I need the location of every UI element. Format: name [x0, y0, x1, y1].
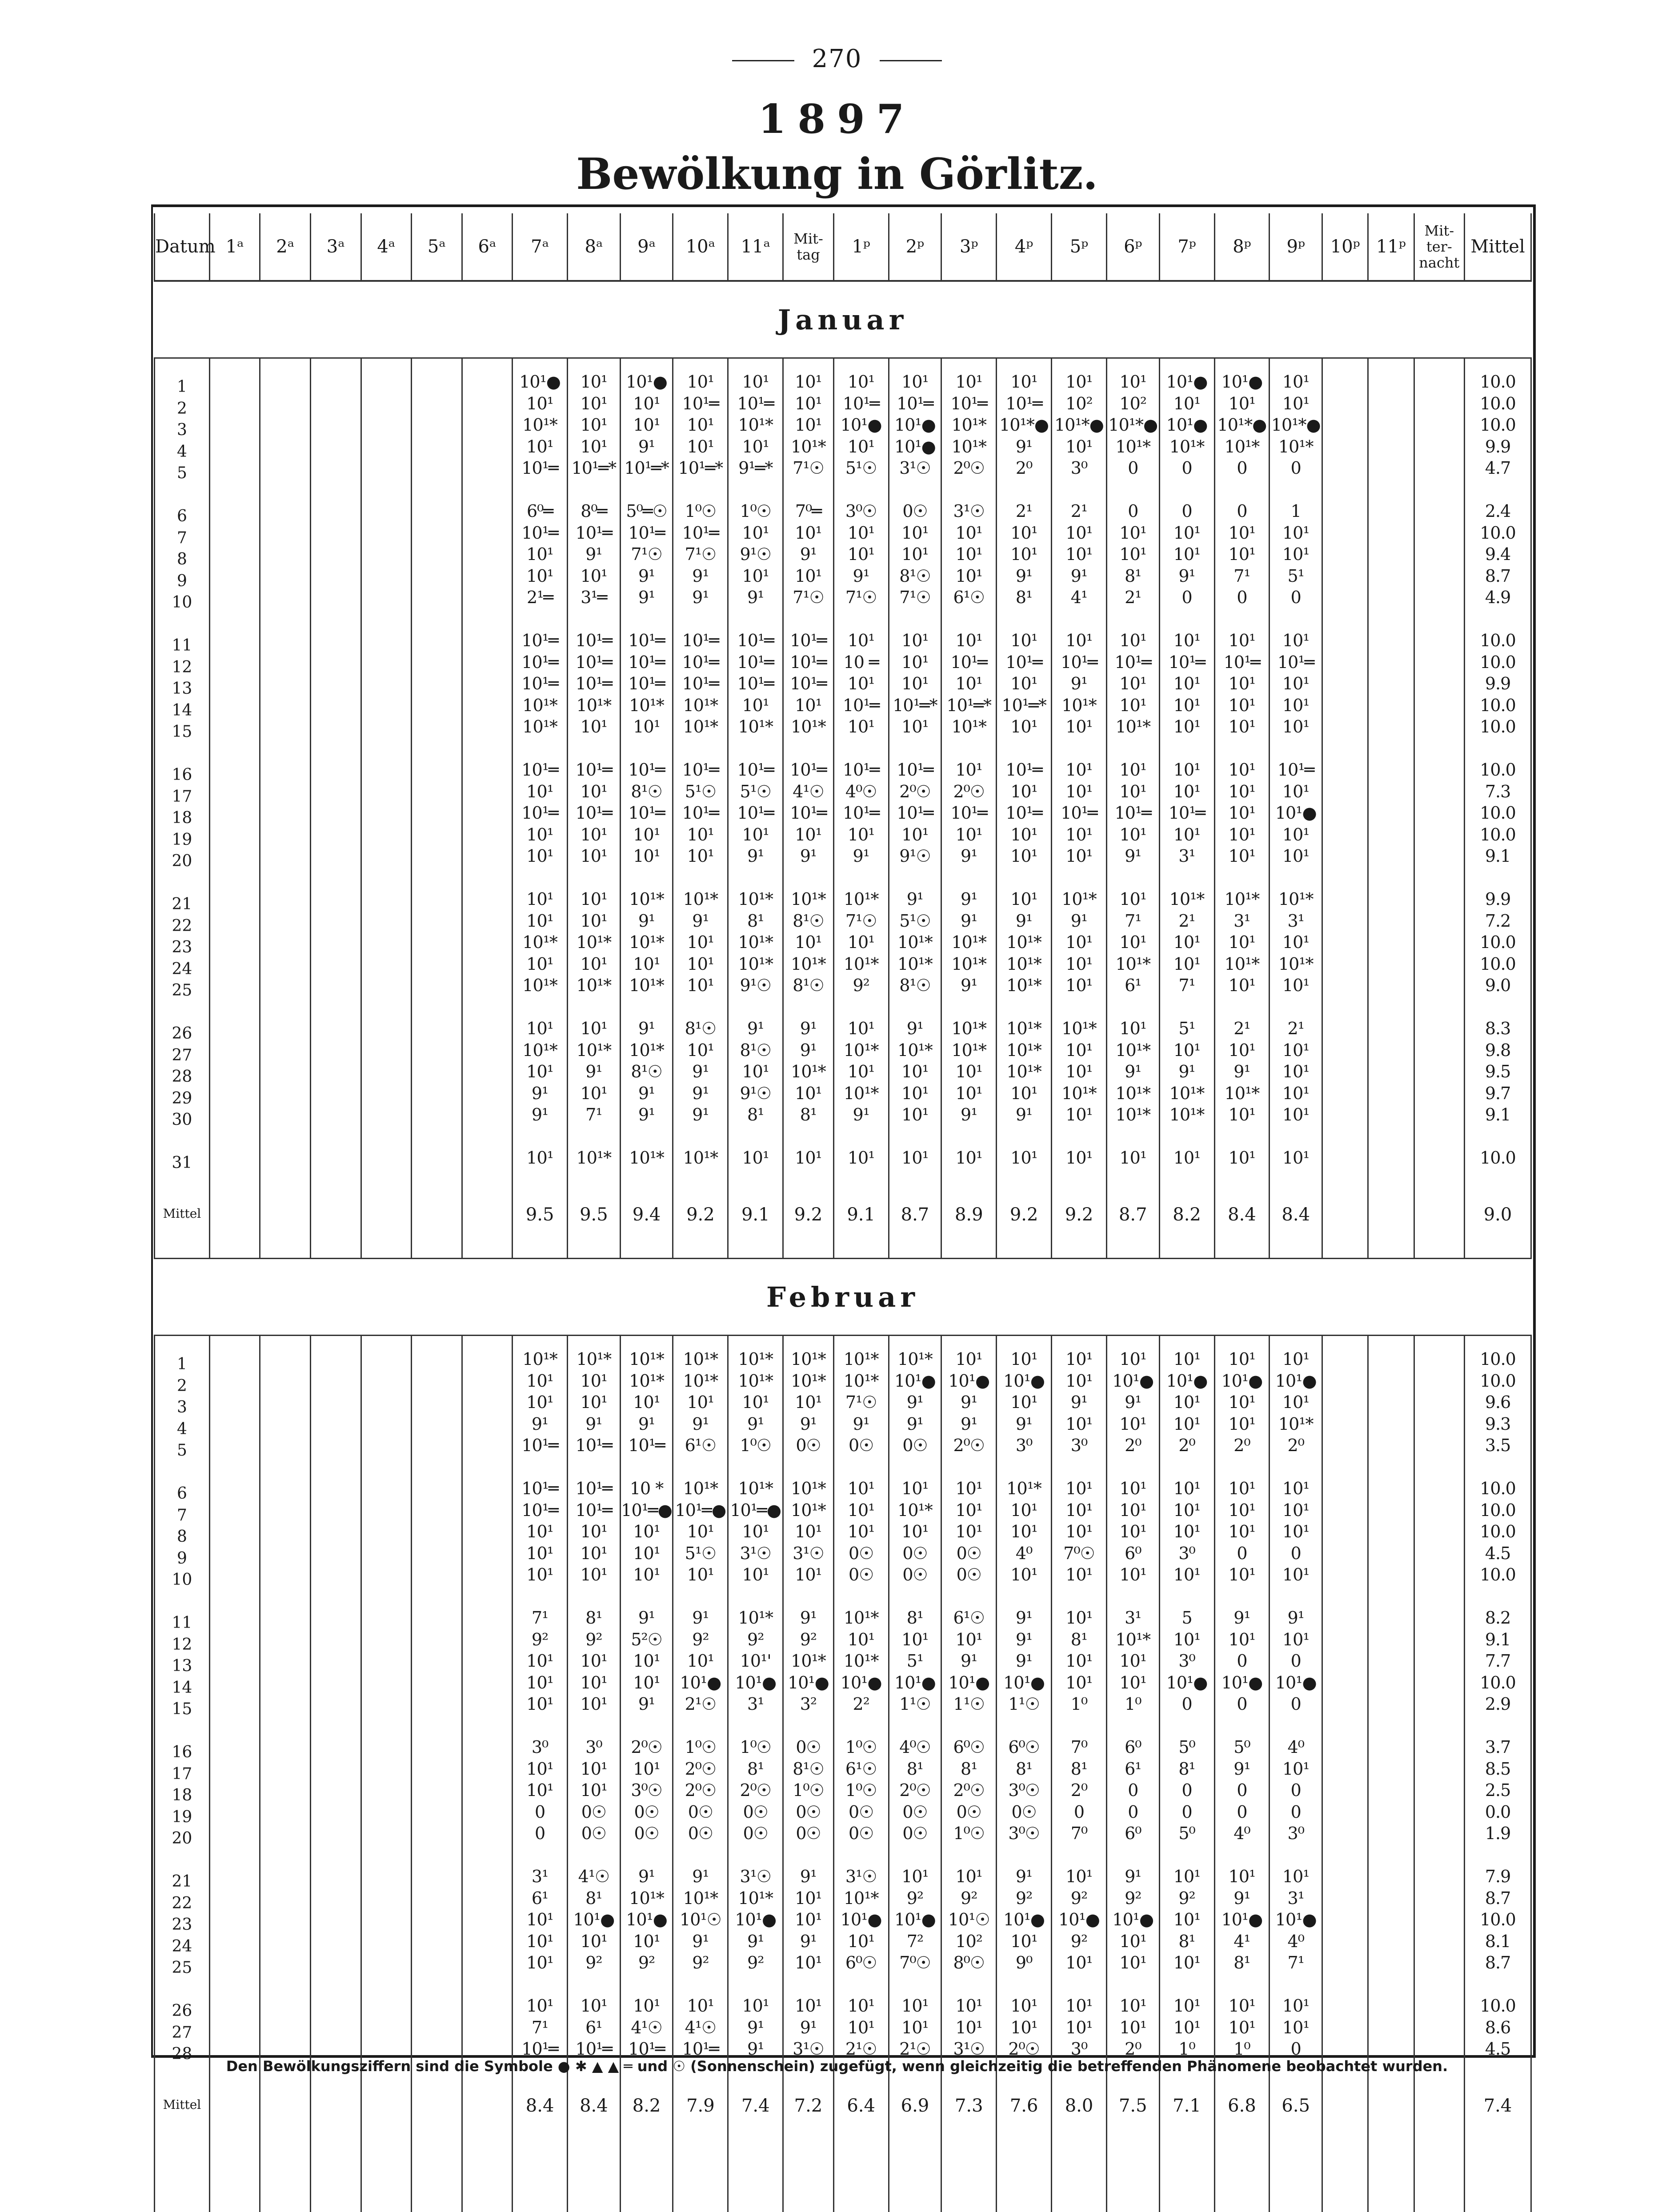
hour-mean-10a: 9.2 [673, 1174, 728, 1232]
empty-hour-column [260, 358, 311, 1174]
column-header: 10ᵖ [1322, 213, 1368, 281]
daily-mean-column: 10.0 10.0 9.6 9.3 3.5 10.0 10.0 10.0 4.5 10.0 8.2 9.1 7.7 10.0 2.9 3.7 8.5 2.5 0.0 1.9 7.9 8.7 10.0 8.1 8.7 10.0 8.6 4.5 [1465, 1336, 1531, 2065]
spacer-cell [209, 1232, 260, 1259]
blank-cell [1368, 2123, 1414, 2212]
empty-hour-cell [260, 1174, 311, 1232]
hour-mean-11a: 9.1 [728, 1174, 783, 1232]
hour-values-9a: 10¹● 10¹ 10¹ 9¹ 10¹═* 5⁰═☉ 10¹═ 7¹☉ 9¹ 9¹ 10¹═ 10¹═ 10¹═ 10¹* 10¹ 10¹═ 8¹☉ 10¹═ 10¹ 10¹ 10¹* 9¹ 10¹* 10¹ 10¹* 9¹ 10¹* 8¹☉ 9¹ 9¹ 10¹* [620, 358, 673, 1174]
empty-hour-column [1414, 358, 1465, 1174]
hour-values-8a: 10¹ 10¹ 10¹ 10¹ 10¹═* 8⁰═ 10¹═ 9¹ 10¹ 3¹═ 10¹═ 10¹═ 10¹═ 10¹* 10¹ 10¹═ 10¹ 10¹═ 10¹ 10¹ 10¹ 10¹ 10¹* 10¹ 10¹* 10¹ 10¹* 9¹ 10¹ 7¹ 10¹* [568, 358, 621, 1174]
empty-hour-cell [462, 1174, 513, 1232]
empty-hour-column [209, 1336, 260, 2065]
hour-values-4p: 10¹ 10¹═ 10¹*● 9¹ 2⁰ 2¹ 10¹ 10¹ 9¹ 8¹ 10¹ 10¹═ 10¹ 10¹═* 10¹ 10¹═ 10¹ 10¹═ 10¹ 10¹ 10¹ 9¹ 10¹* 10¹* 10¹* 10¹* 10¹* 10¹* 10¹ 9¹ 10¹ [997, 358, 1052, 1174]
blank-cell [1465, 2123, 1531, 2212]
empty-hour-column [361, 358, 412, 1174]
hour-mean-noon: 9.2 [783, 1174, 834, 1232]
empty-hour-column [1368, 1336, 1414, 2065]
column-header: 8ᵃ [568, 213, 621, 281]
hour-values-9p: 10¹ 10¹● 10¹ 10¹* 2⁰ 10¹ 10¹ 10¹ 0 10¹ 9¹ 10¹ 0 10¹● 0 4⁰ 10¹ 0 0 3⁰ 10¹ 3¹ 10¹● 4⁰ 7¹ 10¹ 10¹ 0 [1270, 1336, 1322, 2065]
hour-values-11a: 10¹* 10¹* 10¹ 9¹ 1⁰☉ 10¹* 10¹═● 10¹ 3¹☉ 10¹ 10¹* 9² 10¹' 10¹● 3¹ 1⁰☉ 8¹ 2⁰☉ 0☉ 0☉ 3¹☉ 10¹* 10¹● 9¹ 9² 10¹ 9¹ 9¹ [728, 1336, 783, 2065]
blank-cell [1106, 2123, 1159, 2212]
cloud-cover-table [154, 213, 1532, 2212]
blank-cell [1414, 2123, 1465, 2212]
spacer-cell [1414, 1232, 1465, 1259]
hour-values-4p: 10¹ 10¹● 10¹ 9¹ 3⁰ 10¹* 10¹ 10¹ 4⁰ 10¹ 9¹ 9¹ 9¹ 10¹● 1¹☉ 6⁰☉ 8¹ 3⁰☉ 0☉ 3⁰☉ 9¹ 9² 10¹● 10¹ 9⁰ 10¹ 10¹ 2⁰☉ [997, 1336, 1052, 2065]
column-header: 6ᵃ [462, 213, 513, 281]
empty-hour-column [412, 358, 462, 1174]
empty-hour-cell [1322, 1174, 1368, 1232]
blank-cell [513, 2123, 568, 2212]
spacer-cell [997, 1232, 1052, 1259]
empty-hour-column [462, 1336, 513, 2065]
spacer-cell [1052, 1232, 1107, 1259]
spacer-cell [1270, 1232, 1322, 1259]
month-data-row [155, 358, 1531, 1174]
column-header: 11ᵃ [728, 213, 783, 281]
blank-cell [833, 2123, 889, 2212]
column-header: 4ᵃ [361, 213, 412, 281]
spacer-cell [412, 1232, 462, 1259]
month-heading-row [155, 1259, 1531, 1336]
hour-values-7a: 10¹* 10¹ 10¹ 9¹ 10¹═ 10¹═ 10¹═ 10¹ 10¹ 10¹ 7¹ 9² 10¹ 10¹ 10¹ 3⁰ 10¹ 10¹ 0 0 3¹ 6¹ 10¹ 10¹ 10¹ 10¹ 7¹ 10¹═ [513, 1336, 568, 2065]
hour-mean-6p: 8.7 [1106, 1174, 1159, 1232]
hour-mean-3p: 8.9 [941, 1174, 997, 1232]
empty-hour-column [209, 358, 260, 1174]
hour-mean-7a: 9.5 [513, 1174, 568, 1232]
blank-cell [412, 2123, 462, 2212]
hour-values-11a: 10¹ 10¹═ 10¹* 10¹ 9¹═* 1⁰☉ 10¹ 9¹☉ 10¹ 9¹ 10¹═ 10¹═ 10¹═ 10¹ 10¹* 10¹═ 5¹☉ 10¹═ 10¹ 9¹ 10¹* 8¹ 10¹* 10¹* 9¹☉ 9¹ 8¹☉ 10¹ 9¹☉ 8¹ 10¹ [728, 358, 783, 1174]
blank-cell [361, 2123, 412, 2212]
empty-hour-column [260, 1336, 311, 2065]
column-header: 5ᵖ [1052, 213, 1107, 281]
blank-cell [568, 2123, 621, 2212]
empty-hour-column [412, 1336, 462, 2065]
column-header: 1ᵃ [209, 213, 260, 281]
blank-cell [209, 2123, 260, 2212]
column-header: 2ᵖ [889, 213, 941, 281]
hour-mean-9a: 8.2 [620, 2065, 673, 2123]
spacer-cell [673, 1232, 728, 1259]
blank-cell [155, 2123, 210, 2212]
dash-right [880, 60, 942, 61]
spacer-cell [155, 1232, 210, 1259]
column-header: Datum [155, 213, 210, 281]
column-header: 7ᵃ [513, 213, 568, 281]
blank-cell [941, 2123, 997, 2212]
hour-mean-5p: 8.0 [1052, 2065, 1107, 2123]
table-header-row [155, 213, 1531, 281]
hour-mean-7p: 7.1 [1159, 2065, 1214, 2123]
empty-hour-cell [310, 1174, 361, 1232]
month-data-row [155, 1336, 1531, 2065]
dash-left [732, 60, 794, 61]
spacer-cell [941, 1232, 997, 1259]
spacer-cell [462, 1232, 513, 1259]
column-header: Mit- tag [783, 213, 834, 281]
spacer-cell [783, 1232, 834, 1259]
spacer-cell [728, 1232, 783, 1259]
hour-values-noon: 10¹ 10¹ 10¹ 10¹* 7¹☉ 7⁰═ 10¹ 9¹ 10¹ 7¹☉ 10¹═ 10¹═ 10¹═ 10¹ 10¹* 10¹═ 4¹☉ 10¹═ 10¹ 9¹ 10¹* 8¹☉ 10¹ 10¹* 8¹☉ 9¹ 9¹ 10¹* 10¹ 8¹ 10¹ [783, 358, 834, 1174]
page-number-text: 270 [812, 44, 862, 73]
date-column: 1 2 3 4 5 6 7 8 9 10 11 12 13 14 15 16 17 18 19 20 21 22 23 24 25 26 27 28 29 30 31 [155, 358, 210, 1174]
column-header: 1ᵖ [833, 213, 889, 281]
page-number [0, 44, 1674, 73]
hour-values-10a: 10¹* 10¹* 10¹ 9¹ 6¹☉ 10¹* 10¹═● 10¹ 5¹☉ 10¹ 9¹ 9² 10¹ 10¹● 2¹☉ 1⁰☉ 2⁰☉ 2⁰☉ 0☉ 0☉ 9¹ 10¹* 10¹☉ 9¹ 9² 10¹ 4¹☉ 10¹═ [673, 1336, 728, 2065]
empty-hour-column [1414, 1336, 1465, 2065]
hour-values-noon: 10¹* 10¹* 10¹ 9¹ 0☉ 10¹* 10¹* 10¹ 3¹☉ 10¹ 9¹ 9² 10¹* 10¹● 3² 0☉ 8¹☉ 1⁰☉ 0☉ 0☉ 9¹ 10¹ 10¹ 9¹ 10¹ 10¹ 9¹ 3¹☉ [783, 1336, 834, 2065]
column-header: 3ᵃ [310, 213, 361, 281]
spacer-cell [568, 1232, 621, 1259]
hour-mean-11a: 7.4 [728, 2065, 783, 2123]
spacer-cell [310, 1232, 361, 1259]
hour-mean-5p: 9.2 [1052, 1174, 1107, 1232]
empty-hour-column [1368, 358, 1414, 1174]
spacer-cell [1368, 1232, 1414, 1259]
empty-hour-cell [361, 1174, 412, 1232]
mittel-label: Mittel [155, 2065, 210, 2123]
hour-mean-8a: 9.5 [568, 1174, 621, 1232]
blank-cell [783, 2123, 834, 2212]
hour-mean-1p: 6.4 [833, 2065, 889, 2123]
spacer-cell [1322, 1232, 1368, 1259]
spacer-cell [513, 1232, 568, 1259]
hour-mean-10a: 7.9 [673, 2065, 728, 2123]
hour-values-7a: 10¹● 10¹ 10¹* 10¹ 10¹═ 6⁰═ 10¹═ 10¹ 10¹ 2¹═ 10¹═ 10¹═ 10¹═ 10¹* 10¹* 10¹═ 10¹ 10¹═ 10¹ 10¹ 10¹ 10¹ 10¹* 10¹ 10¹* 10¹ 10¹* 10¹ 9¹ 9¹ 10¹ [513, 358, 568, 1174]
hour-mean-7a: 8.4 [513, 2065, 568, 2123]
empty-hour-column [310, 358, 361, 1174]
hour-values-3p: 10¹ 10¹● 9¹ 9¹ 2⁰☉ 10¹ 10¹ 10¹ 0☉ 0☉ 6¹☉ 10¹ 9¹ 10¹● 1¹☉ 6⁰☉ 8¹ 2⁰☉ 0☉ 1⁰☉ 10¹ 9² 10¹☉ 10² 8⁰☉ 10¹ 10¹ 3¹☉ [941, 1336, 997, 2065]
spacer-cell [1159, 1232, 1214, 1259]
blank-cell [620, 2123, 673, 2212]
hour-mean-6p: 7.5 [1106, 2065, 1159, 2123]
hour-values-1p: 10¹ 10¹═ 10¹● 10¹ 5¹☉ 3⁰☉ 10¹ 10¹ 9¹ 7¹☉ 10¹ 10 ═ 10¹ 10¹═ 10¹ 10¹═ 4⁰☉ 10¹═ 10¹ 9¹ 10¹* 7¹☉ 10¹ 10¹* 9² 10¹ 10¹* 10¹ 10¹* 9¹ 10¹ [833, 358, 889, 1174]
column-header: Mittel [1465, 213, 1531, 281]
hour-mean-2p: 8.7 [889, 1174, 941, 1232]
blank-cell [1159, 2123, 1214, 2212]
column-header: 5ᵃ [412, 213, 462, 281]
hour-values-8p: 10¹● 10¹ 10¹*● 10¹* 0 0 10¹ 10¹ 7¹ 0 10¹ 10¹═ 10¹ 10¹ 10¹ 10¹ 10¹ 10¹ 10¹ 10¹ 10¹* 3¹ 10¹ 10¹* 10¹ 2¹ 10¹ 9¹ 10¹* 10¹ 10¹ [1214, 358, 1270, 1174]
hour-values-5p: 10¹ 10¹ 9¹ 10¹ 3⁰ 10¹ 10¹ 10¹ 7⁰☉ 10¹ 10¹ 8¹ 10¹ 10¹ 1⁰ 7⁰ 8¹ 2⁰ 0 7⁰ 10¹ 9² 10¹● 9² 10¹ 10¹ 10¹ 3⁰ [1052, 1336, 1107, 2065]
hour-mean-3p: 7.3 [941, 2065, 997, 2123]
spacer-cell [1106, 1232, 1159, 1259]
blank-cell [1214, 2123, 1270, 2212]
hour-mean-1p: 9.1 [833, 1174, 889, 1232]
spacer-cell [1465, 1232, 1531, 1259]
hour-mean-9p: 8.4 [1270, 1174, 1322, 1232]
hour-mean-8p: 8.4 [1214, 1174, 1270, 1232]
hour-mean-8a: 8.4 [568, 2065, 621, 2123]
column-header: 7ᵖ [1159, 213, 1214, 281]
month-title: Februar [155, 1259, 1531, 1336]
spacer-cell [620, 1232, 673, 1259]
column-header: 2ᵃ [260, 213, 311, 281]
empty-hour-cell [1368, 1174, 1414, 1232]
column-header: 9ᵃ [620, 213, 673, 281]
blank-cell [728, 2123, 783, 2212]
month-mean-total: 7.4 [1465, 2065, 1531, 2123]
hour-values-5p: 10¹ 10² 10¹*● 10¹ 3⁰ 2¹ 10¹ 10¹ 9¹ 4¹ 10¹ 10¹═ 9¹ 10¹* 10¹ 10¹ 10¹ 10¹═ 10¹ 10¹ 10¹* 9¹ 10¹ 10¹ 10¹ 10¹* 10¹ 10¹ 10¹* 10¹ 10¹ [1052, 358, 1107, 1174]
spacer-row [155, 1232, 1531, 1259]
empty-hour-column [462, 358, 513, 1174]
column-header: 8ᵖ [1214, 213, 1270, 281]
empty-hour-column [361, 1336, 412, 2065]
hour-mean-4p: 7.6 [997, 2065, 1052, 2123]
blank-cell [1270, 2123, 1322, 2212]
hour-values-2p: 10¹ 10¹═ 10¹● 10¹● 3¹☉ 0☉ 10¹ 10¹ 8¹☉ 7¹☉ 10¹ 10¹ 10¹ 10¹═* 10¹ 10¹═ 2⁰☉ 10¹═ 10¹ 9¹☉ 9¹ 5¹☉ 10¹* 10¹* 8¹☉ 9¹ 10¹* 10¹ 10¹ 10¹ 10¹ [889, 358, 941, 1174]
hour-values-7p: 10¹● 10¹ 10¹● 10¹* 0 0 10¹ 10¹ 9¹ 0 10¹ 10¹═ 10¹ 10¹ 10¹ 10¹ 10¹ 10¹═ 10¹ 3¹ 10¹* 2¹ 10¹ 10¹ 7¹ 5¹ 10¹ 9¹ 10¹* 10¹* 10¹ [1159, 358, 1214, 1174]
hour-values-3p: 10¹ 10¹═ 10¹* 10¹* 2⁰☉ 3¹☉ 10¹ 10¹ 10¹ 6¹☉ 10¹ 10¹═ 10¹ 10¹═* 10¹* 10¹ 2⁰☉ 10¹═ 10¹ 9¹ 9¹ 9¹ 10¹* 10¹* 9¹ 10¹* 10¹* 10¹ 10¹ 9¹ 10¹ [941, 358, 997, 1174]
hour-mean-2p: 6.9 [889, 2065, 941, 2123]
column-header: 9ᵖ [1270, 213, 1322, 281]
spacer-cell [1214, 1232, 1270, 1259]
date-column: 1 2 3 4 5 6 7 8 9 10 11 12 13 14 15 16 17 18 19 20 21 22 23 24 25 26 27 28 [155, 1336, 210, 2065]
hour-values-6p: 10¹ 10¹● 9¹ 10¹ 2⁰ 10¹ 10¹ 10¹ 6⁰ 10¹ 3¹ 10¹* 10¹ 10¹ 1⁰ 6⁰ 6¹ 0 0 6⁰ 9¹ 9² 10¹● 10¹ 10¹ 10¹ 10¹ 2⁰ [1106, 1336, 1159, 2065]
hour-values-6p: 10¹ 10² 10¹*● 10¹* 0 0 10¹ 10¹ 8¹ 2¹ 10¹ 10¹═ 10¹ 10¹ 10¹* 10¹ 10¹ 10¹═ 10¹ 9¹ 10¹ 7¹ 10¹ 10¹* 6¹ 10¹ 10¹* 9¹ 10¹* 10¹* 10¹ [1106, 358, 1159, 1174]
blank-cell [462, 2123, 513, 2212]
month-heading-row [155, 281, 1531, 358]
column-header: 6ᵖ [1106, 213, 1159, 281]
spacer-cell [833, 1232, 889, 1259]
blank-cell [260, 2123, 311, 2212]
blank-cell [310, 2123, 361, 2212]
column-header: 10ᵃ [673, 213, 728, 281]
page-title: Bewölkung in Görlitz. [576, 149, 1098, 199]
spacer-cell [260, 1232, 311, 1259]
hour-mean-noon: 7.2 [783, 2065, 834, 2123]
hour-values-1p: 10¹* 10¹* 7¹☉ 9¹ 0☉ 10¹ 10¹ 10¹ 0☉ 0☉ 10¹* 10¹ 10¹* 10¹● 2² 1⁰☉ 6¹☉ 1⁰☉ 0☉ 0☉ 3¹☉ 10¹* 10¹● 10¹ 6⁰☉ 10¹ 10¹ 2¹☉ [833, 1336, 889, 2065]
column-header: 4ᵖ [997, 213, 1052, 281]
daily-mean-column: 10.0 10.0 10.0 9.9 4.7 2.4 10.0 9.4 8.7 4.9 10.0 10.0 9.9 10.0 10.0 10.0 7.3 10.0 10.0 9.1 9.9 7.2 10.0 10.0 9.0 8.3 9.8 9.5 9.7 9.1 10.0 [1465, 358, 1531, 1174]
hour-mean-9a: 9.4 [620, 1174, 673, 1232]
blank-cell [889, 2123, 941, 2212]
empty-hour-column [1322, 1336, 1368, 2065]
mittel-label: Mittel [155, 1174, 210, 1232]
hour-mean-7p: 8.2 [1159, 1174, 1214, 1232]
empty-hour-column [310, 1336, 361, 2065]
blank-cell [1322, 2123, 1368, 2212]
hour-values-9p: 10¹ 10¹ 10¹*● 10¹* 0 1 10¹ 10¹ 5¹ 0 10¹ 10¹═ 10¹ 10¹ 10¹ 10¹═ 10¹ 10¹● 10¹ 10¹ 10¹* 3¹ 10¹ 10¹* 10¹ 2¹ 10¹ 10¹ 10¹ 10¹ 10¹ [1270, 358, 1322, 1174]
hour-values-7p: 10¹ 10¹● 10¹ 10¹ 2⁰ 10¹ 10¹ 10¹ 3⁰ 10¹ 5 10¹ 3⁰ 10¹● 0 5⁰ 8¹ 0 0 5⁰ 10¹ 9² 10¹ 8¹ 10¹ 10¹ 10¹ 1⁰ [1159, 1336, 1214, 2065]
spacer-cell [889, 1232, 941, 1259]
empty-hour-cell [1414, 1174, 1465, 1232]
empty-hour-column [1322, 358, 1368, 1174]
blank-cell [1052, 2123, 1107, 2212]
blank-cell [997, 2123, 1052, 2212]
trailing-blank-row [155, 2123, 1531, 2212]
column-header: Mit- ter- nacht [1414, 213, 1465, 281]
spacer-cell [361, 1232, 412, 1259]
hour-mean-9p: 6.5 [1270, 2065, 1322, 2123]
hour-values-9a: 10¹* 10¹* 10¹ 9¹ 10¹═ 10 * 10¹═● 10¹ 10¹ 10¹ 9¹ 5²☉ 10¹ 10¹ 9¹ 2⁰☉ 10¹ 3⁰☉ 0☉ 0☉ 9¹ 10¹* 10¹● 10¹ 9² 10¹ 4¹☉ 10¹═ [620, 1336, 673, 2065]
month-mean-total: 9.0 [1465, 1174, 1531, 1232]
month-title: Januar [155, 281, 1531, 358]
hour-mean-8p: 6.8 [1214, 2065, 1270, 2123]
column-header: 3ᵖ [941, 213, 997, 281]
empty-hour-cell [412, 1174, 462, 1232]
hour-values-8p: 10¹ 10¹● 10¹ 10¹ 2⁰ 10¹ 10¹ 10¹ 0 10¹ 9¹ 10¹ 0 10¹● 0 5⁰ 9¹ 0 0 4⁰ 10¹ 9¹ 10¹● 4¹ 8¹ 10¹ 10¹ 1⁰ [1214, 1336, 1270, 2065]
hour-values-8a: 10¹* 10¹ 10¹ 9¹ 10¹═ 10¹═ 10¹═ 10¹ 10¹ 10¹ 8¹ 9² 10¹ 10¹ 10¹ 3⁰ 10¹ 10¹ 0☉ 0☉ 4¹☉ 8¹ 10¹● 10¹ 9² 10¹ 6¹ 10¹═ [568, 1336, 621, 2065]
blank-cell [673, 2123, 728, 2212]
footnote: Den Bewölkungsziffern sind die Symbole ● ✱ ▲ ▲ ═ und ☉ (Sonnenschein) zugefügt, wenn gleichzeitig die betreffenden Phänomene beobachtet wurden. [226, 2058, 1448, 2075]
year-heading: 1897 [758, 96, 916, 143]
hour-mean-4p: 9.2 [997, 1174, 1052, 1232]
month-mean-row [155, 1174, 1531, 1232]
hour-values-2p: 10¹* 10¹● 9¹ 9¹ 0☉ 10¹ 10¹* 10¹ 0☉ 0☉ 8¹ 10¹ 5¹ 10¹● 1¹☉ 4⁰☉ 8¹ 2⁰☉ 0☉ 0☉ 10¹ 9² 10¹● 7² 7⁰☉ 10¹ 10¹ 2¹☉ [889, 1336, 941, 2065]
column-header: 11ᵖ [1368, 213, 1414, 281]
hour-values-10a: 10¹ 10¹═ 10¹ 10¹ 10¹═* 1⁰☉ 10¹═ 7¹☉ 9¹ 9¹ 10¹═ 10¹═ 10¹═ 10¹* 10¹* 10¹═ 5¹☉ 10¹═ 10¹ 10¹ 10¹* 9¹ 10¹ 10¹ 10¹ 8¹☉ 10¹ 9¹ 9¹ 9¹ 10¹* [673, 358, 728, 1174]
empty-hour-cell [209, 1174, 260, 1232]
